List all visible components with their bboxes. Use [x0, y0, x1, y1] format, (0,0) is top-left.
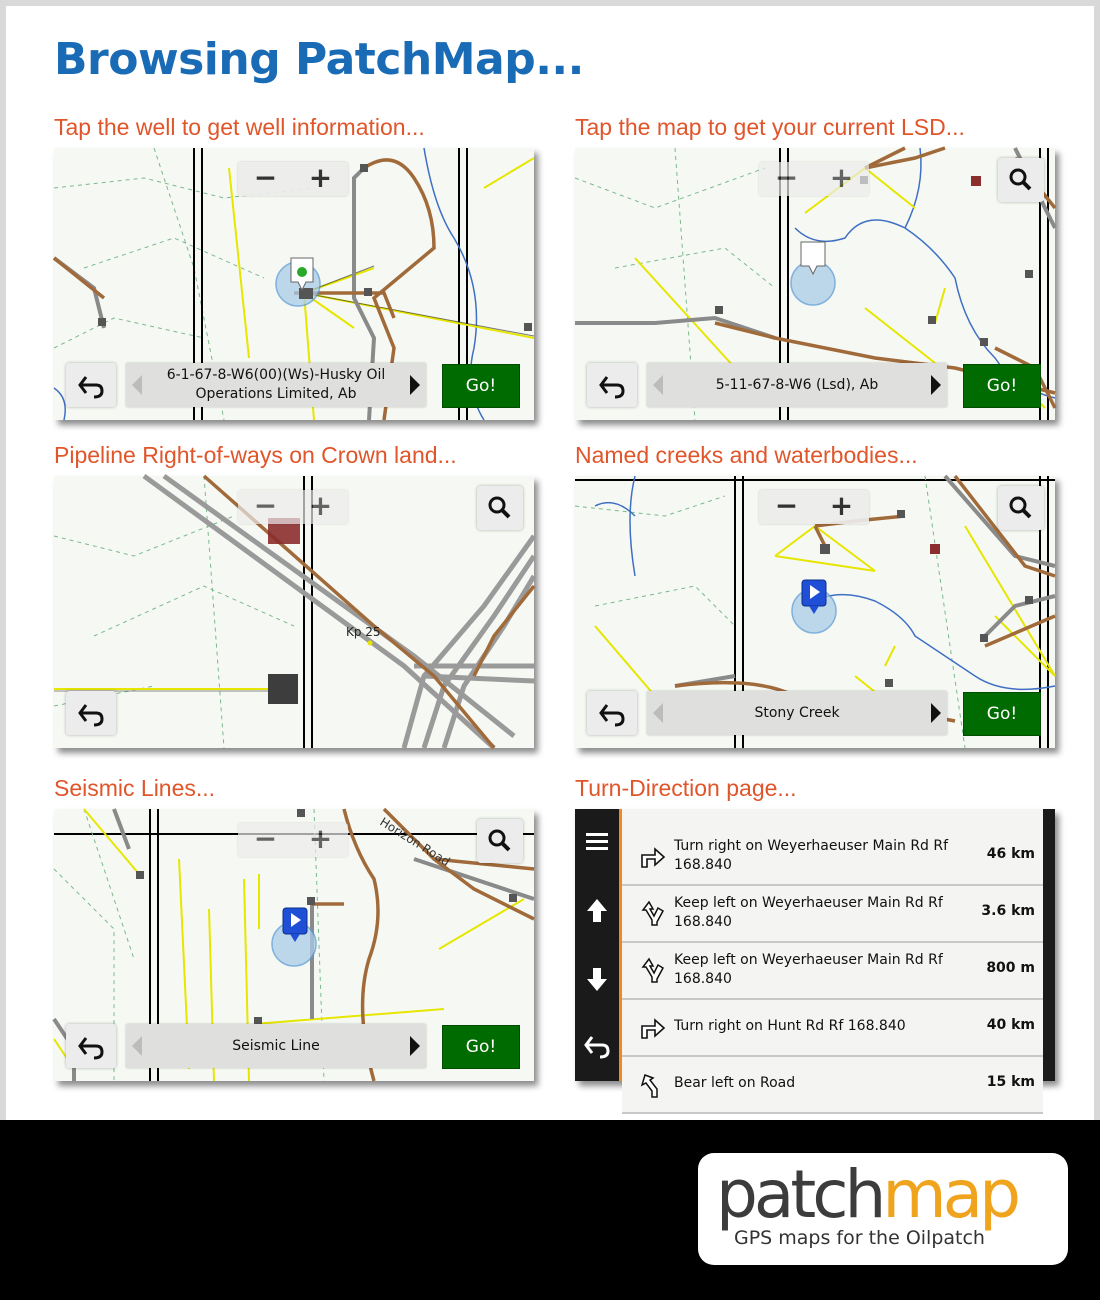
logo-tagline: GPS maps for the Oilpatch — [734, 1227, 985, 1249]
zoom-control — [759, 162, 869, 196]
zoom-control — [759, 490, 869, 524]
go-button[interactable]: Go! — [442, 1025, 520, 1069]
back-arrow-icon — [587, 363, 637, 407]
next-arrow-button[interactable] — [404, 1024, 426, 1068]
chevron-left-icon — [129, 1034, 145, 1058]
map-panel-lsd[interactable] — [575, 148, 1055, 420]
turn-row[interactable] — [622, 829, 1043, 886]
caption-pipeline-row: Pipeline Right-of-ways on Crown land... — [54, 442, 457, 468]
zoom-out-button[interactable]: − — [253, 489, 278, 522]
chevron-right-icon — [928, 373, 944, 397]
scroll-up-icon[interactable] — [587, 899, 607, 922]
scrollbar[interactable] — [1043, 809, 1055, 1081]
logo-word-patch: patch — [716, 1156, 883, 1233]
location-info-bar — [647, 691, 947, 735]
turn-distance: 3.6 km — [981, 903, 1035, 919]
search-button[interactable] — [998, 158, 1044, 202]
turn-instruction: Keep left on Weyerhaeuser Main Rd Rf 168.840 — [674, 952, 943, 987]
back-arrow-icon — [66, 691, 116, 735]
logo-wordmark — [716, 1153, 1017, 1237]
caption-current-lsd: Tap the map to get your current LSD... — [575, 114, 965, 140]
location-info-text: 5-11-67-8-W6 (Lsd), Ab — [715, 376, 879, 393]
chevron-right-icon — [928, 701, 944, 725]
caption-turn-direction: Turn-Direction page... — [575, 775, 797, 801]
next-arrow-button[interactable] — [404, 363, 426, 407]
search-button[interactable] — [477, 819, 523, 863]
zoom-in-button[interactable]: + — [308, 161, 333, 194]
turn-right-icon — [639, 843, 667, 869]
turn-right-icon — [639, 1014, 667, 1040]
bear-left-icon — [639, 1071, 667, 1097]
zoom-in-button[interactable]: + — [308, 822, 333, 855]
search-icon — [477, 819, 523, 863]
back-button[interactable] — [66, 363, 116, 407]
menu-icon[interactable] — [586, 833, 608, 850]
zoom-control — [238, 823, 348, 857]
turn-row[interactable] — [622, 1057, 1043, 1114]
previous-arrow-button[interactable] — [647, 691, 669, 735]
turn-distance: 15 km — [986, 1074, 1035, 1090]
zoom-control — [238, 490, 348, 524]
zoom-out-button[interactable]: − — [774, 489, 799, 522]
location-info-text: Stony Creek — [754, 704, 840, 721]
turn-instruction: Keep left on Weyerhaeuser Main Rd Rf 168.840 — [674, 895, 943, 930]
turn-distance: 46 km — [986, 846, 1035, 862]
map-panel-pipeline[interactable] — [54, 476, 534, 748]
turn-row[interactable] — [622, 1000, 1043, 1057]
turn-row[interactable] — [622, 943, 1043, 1000]
location-info-text: 6-1-67-8-W6(00)(Ws)-Husky Oil Operations Limited, Ab — [166, 367, 386, 402]
back-button[interactable] — [587, 363, 637, 407]
map-panel-well[interactable] — [54, 148, 534, 420]
map-label-road: Horizon Road — [377, 814, 453, 869]
back-button[interactable] — [66, 691, 116, 735]
turn-distance: 800 m — [986, 960, 1035, 976]
caption-seismic: Seismic Lines... — [54, 775, 216, 801]
patchmap-logo — [698, 1153, 1068, 1265]
search-button[interactable] — [998, 486, 1044, 530]
zoom-out-button[interactable]: − — [253, 822, 278, 855]
chevron-left-icon — [650, 373, 666, 397]
back-button[interactable] — [587, 691, 637, 735]
zoom-control — [238, 162, 348, 196]
turn-direction-panel — [575, 809, 1055, 1091]
location-info-bar — [126, 363, 426, 407]
go-button[interactable]: Go! — [963, 364, 1041, 408]
zoom-out-button[interactable]: − — [774, 161, 799, 194]
page-title: Browsing PatchMap... — [54, 34, 584, 85]
caption-creeks: Named creeks and waterbodies... — [575, 442, 918, 468]
previous-arrow-button[interactable] — [126, 1024, 148, 1068]
turn-row[interactable] — [622, 886, 1043, 943]
search-icon — [998, 158, 1044, 202]
location-info-bar — [647, 363, 947, 407]
turn-distance: 40 km — [986, 1017, 1035, 1033]
previous-arrow-button[interactable] — [647, 363, 669, 407]
caption-well-info: Tap the well to get well information... — [54, 114, 425, 140]
go-button[interactable]: Go! — [442, 364, 520, 408]
location-info-bar — [126, 1024, 426, 1068]
zoom-in-button[interactable]: + — [308, 489, 333, 522]
map-panel-creeks[interactable] — [575, 476, 1055, 748]
back-arrow-icon — [66, 1024, 116, 1068]
back-arrow-icon — [587, 691, 637, 735]
turn-sidebar — [575, 809, 622, 1081]
back-arrow-icon — [66, 363, 116, 407]
back-button[interactable] — [66, 1024, 116, 1068]
keep-left-icon — [639, 900, 667, 926]
go-button[interactable]: Go! — [963, 692, 1041, 736]
search-icon — [477, 486, 523, 530]
map-label-kp: Kp 25 — [346, 625, 381, 639]
chevron-right-icon — [407, 373, 423, 397]
next-arrow-button[interactable] — [925, 363, 947, 407]
chevron-right-icon — [407, 1034, 423, 1058]
chevron-left-icon — [129, 373, 145, 397]
turn-instruction: Bear left on Road — [674, 1075, 796, 1091]
map-panel-seismic[interactable] — [54, 809, 534, 1081]
turn-instruction: Turn right on Hunt Rd Rf 168.840 — [674, 1018, 906, 1034]
next-arrow-button[interactable] — [925, 691, 947, 735]
turn-instruction: Turn right on Weyerhaeuser Main Rd Rf 168.840 — [674, 838, 949, 873]
scroll-down-icon[interactable] — [587, 968, 607, 991]
chevron-left-icon — [650, 701, 666, 725]
search-icon — [998, 486, 1044, 530]
logo-word-map: map — [882, 1156, 1017, 1233]
zoom-in-button[interactable]: + — [829, 161, 854, 194]
zoom-in-button[interactable]: + — [829, 489, 854, 522]
keep-left-icon — [639, 957, 667, 983]
back-arrow-icon[interactable] — [586, 1037, 608, 1057]
zoom-out-button[interactable]: − — [253, 161, 278, 194]
search-button[interactable] — [477, 486, 523, 530]
previous-arrow-button[interactable] — [126, 363, 148, 407]
location-info-text: Seismic Line — [232, 1037, 320, 1054]
